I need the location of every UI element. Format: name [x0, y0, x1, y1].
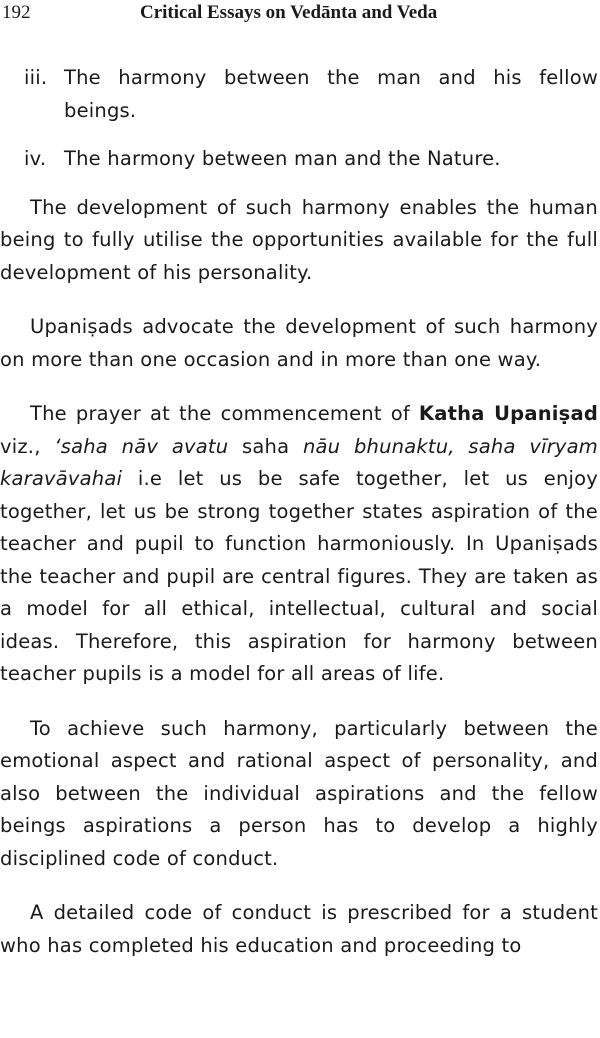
list-text: The harmony between man and the Nature.	[64, 147, 501, 170]
list-text: The harmony between the man and his fellow beings.	[64, 66, 598, 122]
body-text	[0, 62, 598, 984]
running-title: Critical Essays on Vedānta and Veda	[140, 2, 438, 23]
paragraph-prayer	[0, 398, 598, 691]
list-item	[0, 62, 598, 127]
text-run: i.e let us be safe together, let us enjoy together, let us be strong together states aspiration of the teacher and pupil to function harmoniously. In Upaniṣads the teacher and pupil are central figures. They are taken as a model for all ethical, intellectual, cultural and social ideas. Therefore, this aspiration for harmony between teacher pupils is a model for all areas of life.	[0, 467, 598, 685]
text-run: saha	[228, 434, 303, 458]
list-marker: iv.	[24, 147, 47, 170]
list-item	[0, 143, 598, 176]
upanisad-title: Katha Upaniṣad	[418, 402, 598, 425]
paragraph: A detailed code of conduct is prescribed for a student who has completed his education and proceeding to	[0, 901, 598, 957]
paragraph: To achieve such harmony, particularly between the emotional aspect and rational aspect of personality, and also between the individual aspirations and the fellow beings aspirations a person has to develop a highly disciplined code of conduct.	[0, 716, 598, 870]
sanskrit-verse: nāu bhunaktu, saha vīryam karavāvahai	[0, 434, 598, 490]
list-marker: iii.	[24, 66, 48, 89]
page-number: 192	[2, 2, 31, 23]
paragraph: The development of such harmony enables the human being to fully utilise the opportunities available for the full development of his personality.	[0, 195, 598, 284]
sanskrit-verse: ‘saha nāv avatu	[54, 434, 229, 458]
text-run: The prayer at the commencement of	[30, 402, 419, 425]
page-header	[0, 2, 600, 28]
text-run: viz.,	[0, 434, 55, 458]
paragraph: Upaniṣads advocate the development of such harmony on more than one occasion and in more than one way.	[0, 315, 598, 371]
